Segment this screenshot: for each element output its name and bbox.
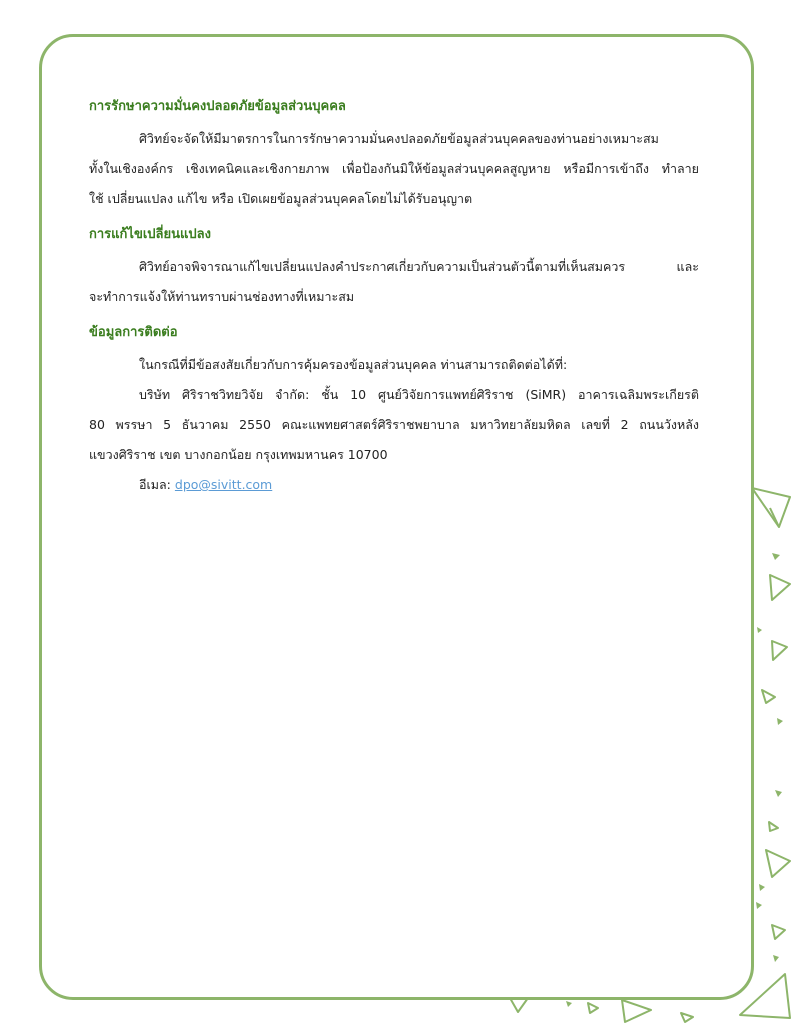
section-heading: ข้อมูลการติดต่อ — [89, 325, 178, 340]
section-heading: การแก้ไขเปลี่ยนแปลง — [89, 227, 211, 242]
email-label: อีเมล: — [139, 477, 171, 492]
paragraph-line: จะทำการแจ้งให้ท่านทราบผ่านช่องทางที่เหมาะสม — [89, 289, 355, 304]
paragraph-line: 80 พรรษา 5 ธันวาคม 2550 คณะแพทยศาสตร์ศิริราชพยาบาล มหาวิทยาลัยมหิดล เลขที่ 2 ถนนวังหลัง — [89, 417, 699, 432]
section-security — [89, 96, 699, 214]
paragraph-line: ใช้ เปลี่ยนแปลง แก้ไข หรือ เปิดเผยข้อมูลส่วนบุคคลโดยไม่ได้รับอนุญาต — [89, 191, 473, 206]
section-changes — [89, 224, 699, 312]
paragraph-line: ทั้งในเชิงองค์กร เชิงเทคนิคและเชิงกายภาพ เพื่อป้องกันมิให้ข้อมูลส่วนบุคคลสูญหาย หรือมีการเข้าถึง ทำลาย — [89, 161, 699, 176]
email-line — [89, 470, 699, 500]
paragraph-line: แขวงศิริราช เขต บางกอกน้อย กรุงเทพมหานคร 10700 — [89, 447, 388, 462]
paragraph-line: บริษัท ศิริราชวิทยวิจัย จำกัด: ชั้น 10 ศูนย์วิจัยการแพทย์ศิริราช (SiMR) อาคารเฉลิมพระเกียรติ — [139, 387, 699, 402]
email-link[interactable]: dpo@sivitt.com — [174, 477, 273, 492]
paragraph-line: ศิวิทย์จะจัดให้มีมาตรการในการรักษาความมั่นคงปลอดภัยข้อมูลส่วนบุคคลของท่านอย่างเหมาะสม — [139, 131, 659, 146]
paragraph-line: ในกรณีที่มีข้อสงสัยเกี่ยวกับการคุ้มครองข้อมูลส่วนบุคคล ท่านสามารถติดต่อได้ที่: — [139, 357, 568, 372]
document-body — [89, 96, 699, 500]
section-heading: การรักษาความมั่นคงปลอดภัยข้อมูลส่วนบุคคล — [89, 99, 346, 114]
paragraph-line: ศิวิทย์อาจพิจารณาแก้ไขเปลี่ยนแปลงคำประกาศเกี่ยวกับความเป็นส่วนตัวนี้ตามที่เห็นสมควร และ — [139, 259, 699, 274]
section-contact — [89, 322, 699, 500]
